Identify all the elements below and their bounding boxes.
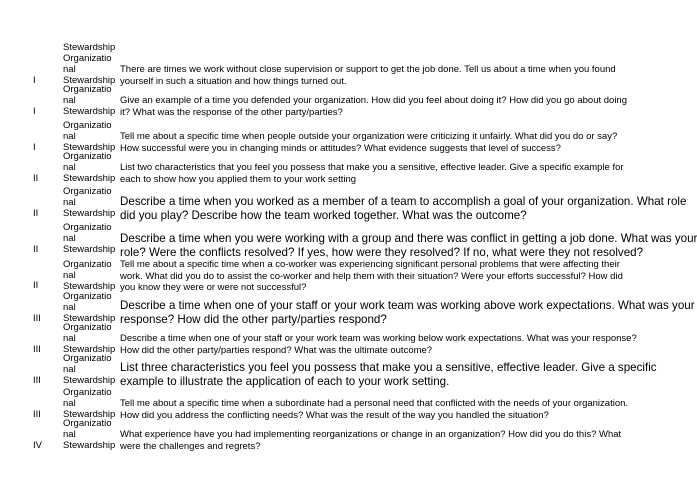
question-text: What experience have you had implementing reorganizations or change in an organization? How did you do this? What were the challenges and regrets? [120,429,622,452]
level-label: III [33,409,41,420]
question-text: Give an example of a time you defended your organization. How did you feel about doing it? How did you go about doing it? What was the response of the other party/parties? [120,95,627,118]
category-label: Organizatio nal Stewardship [63,353,116,386]
category-label: Organizatio nal Stewardship [63,151,116,184]
level-label: IV [33,440,42,451]
level-label: I [33,75,36,86]
level-label: III [33,313,41,324]
level-label: I [33,106,36,117]
category-label: Organizatio nal Stewardship [63,222,116,255]
question-text: List two characteristics that you feel you possess that make you a sensitive, effective leader. Give a specific example for each to show how you applied them to your work setting [120,162,624,185]
category-label: Organizatio nal Stewardship [63,186,116,219]
category-label: Organizatio nal Stewardship [63,259,116,292]
level-label: II [33,244,39,255]
question-text: Tell me about a specific time when people outside your organization were criticizing it unfairly. What did you do or say? How successful were you in changing minds or attitudes? What evidence suggests that level of success? [120,131,618,154]
level-label: I [33,142,36,153]
question-text: There are times we work without close supervision or support to get the job done. Tell us about a time when you found yourself in such a situation and how things turned out. [120,64,616,87]
category-label: Organizatio nal Stewardship [63,387,116,420]
question-text: Tell me about a specific time when a co-worker was experiencing significant personal problems that were affecting their work. What did you do to assist the co-worker and help them with their situation? Were your efforts successful? How did you know they were or were not successful? [120,259,623,293]
level-label: II [33,280,39,291]
level-label: II [33,173,39,184]
question-text: Describe a time when one of your staff or your work team was working below work expectations. What was your response? How did the other party/parties respond? What was the ultimate outcome? [120,333,637,356]
question-text: Describe a time when one of your staff or your work team was working above work expectations. What was your response? How did the other party/parties respond? [120,299,695,326]
category-label: Stewardship Organizatio nal Stewardship [63,42,116,86]
level-label: III [33,375,41,386]
question-text: Tell me about a specific time when a subordinate had a personal need that conflicted with the needs of your organization. How did you address the conflicting needs? What was the result of the way you handled the situation? [120,398,629,421]
category-label: Organizatio nal Stewardship [63,322,116,355]
question-text: Describe a time when you worked as a member of a team to accomplish a goal of your organization. What role did you play? Describe how the team worked together. What was the outcome? [120,195,687,222]
question-text: List three characteristics you feel you possess that make you a sensitive, effective leader. Give a specific example to illustrate the application of each to your work setting. [120,361,657,388]
category-label: Organizatio nal Stewardship [63,291,116,324]
category-label: Organizatio nal Stewardship [63,120,116,153]
category-label: Organizatio nal Stewardship [63,418,116,451]
level-label: III [33,344,41,355]
level-label: II [33,208,39,219]
question-text: Describe a time when you were working with a group and there was conflict in getting a job done. What was your role? Were the conflicts resolved? If yes, how were they resolved? If no, what were they not resolved? [120,232,697,259]
category-label: Organizatio nal Stewardship [63,84,116,117]
